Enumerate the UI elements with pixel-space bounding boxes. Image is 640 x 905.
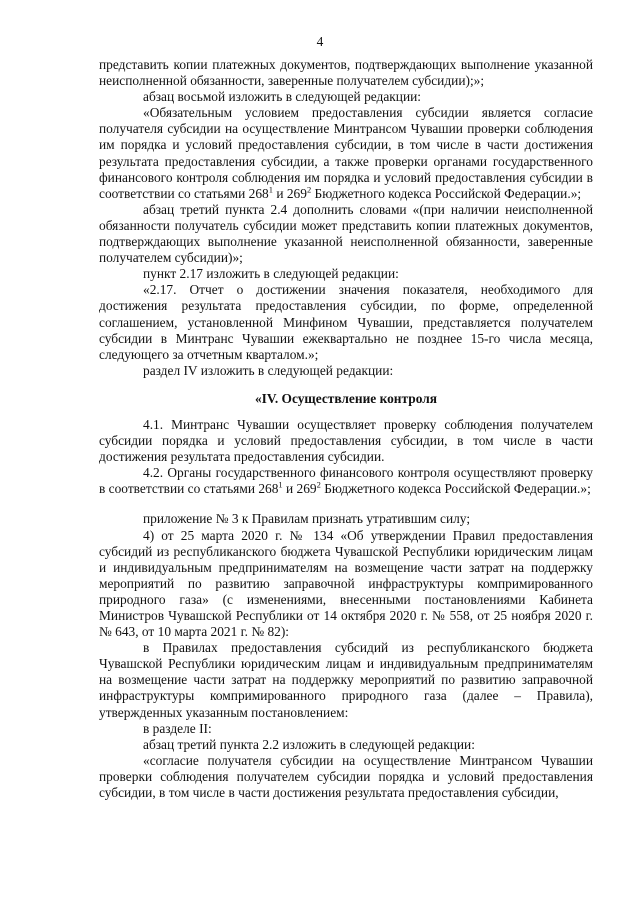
paragraph: в разделе II: [143,720,212,736]
paragraph: 4.2. Органы государственного финансового контроля осуществляют проверку в соответствии со статьями $268^1$ и $269^2$ Бюджетного кодекса Российской Федерации.»; [99,465,593,497]
paragraph: абзац восьмой изложить в следующей редакции: [143,89,422,105]
paragraph: 4) от 25 марта 2020 г. № 134 «Об утверждении Правил предоставления субсидий из республиканского бюджета Чувашской Республики юридическим лицам и индивидуальным предпринимателям на возмещение части затрат на поддержку мероприятий по развитию заправочной инфраструктуры компримированного природного газа» (с изменениями, внесенными постановлениями Кабинета Министров Чувашской Республики от 14 октября 2020 г. № 558, от 25 ноября 2020 г. № 643, от 10 марта 2021 г. № 82): [99,527,593,640]
page-number: 4 [316,34,324,49]
paragraph: представить копии платежных документов, подтверждающих выполнение указанной неисполненной обязанности, заверенные получателем субсидии);»; [99,57,593,89]
paragraph: пункт 2.17 изложить в следующей редакции: [143,266,399,282]
paragraph: в Правилах предоставления субсидий из республиканского бюджета Чувашской Республики юридическим лицам и индивидуальным предпринимателям на возмещение части затрат на поддержку мероприятий по развитию заправочной инфраструктуры компримированного природного газа (далее – Правила), утвержденных указанным постановлением: [99,640,593,720]
paragraph: приложение № 3 к Правилам признать утратившим силу; [143,511,471,527]
document-body [99,57,593,801]
paragraph: 4.1. Минтранс Чувашии осуществляет проверку соблюдения получателем субсидии порядка и условий предоставления субсидии, в том числе в части достижения результата предоставления субсидии. [99,416,593,465]
paragraph: «согласие получателя субсидии на осуществление Минтрансом Чувашии проверки соблюдения получателем субсидии порядка и условий предоставления субсидии, в том числе в части достижения результата предоставления субсидии, [99,752,593,801]
paragraph: «Обязательным условием предоставления субсидии является согласие получателя субсидии на осуществление Минтрансом Чувашии проверки соблюдения им порядка и условий предоставления субсидии, в том числе в части достижения результата предоставления субсидии, а также проверки органами государственного финансового контроля соблюдения им порядка и условий предоставления субсидии в соответствии со статьями $268^1$ и $269^2$ Бюджетного кодекса Российской Федерации.»; [99,105,593,201]
section-heading: «IV. Осуществление контроля [254,390,437,406]
paragraph: абзац третий пункта 2.2 изложить в следующей редакции: [143,736,475,752]
paragraph: «2.17. Отчет о достижении значения показателя, необходимого для достижения результата предоставления субсидии, по форме, определенной соглашением, установленной Минфином Чувашии, представляется получателем субсидии в Минтранс Чувашии ежеквартально не позднее 15-го числа месяца, следующего за отчетным кварталом.»; [99,282,593,362]
paragraph: абзац третий пункта 2.4 дополнить словами «(при наличии неисполненной обязанности получатель субсидии может представить копии платежных документов, подтверждающих выполнение указанной неисполненной обязанности, заверенные получателем субсидии)»; [99,201,593,266]
paragraph: раздел IV изложить в следующей редакции: [143,362,394,378]
